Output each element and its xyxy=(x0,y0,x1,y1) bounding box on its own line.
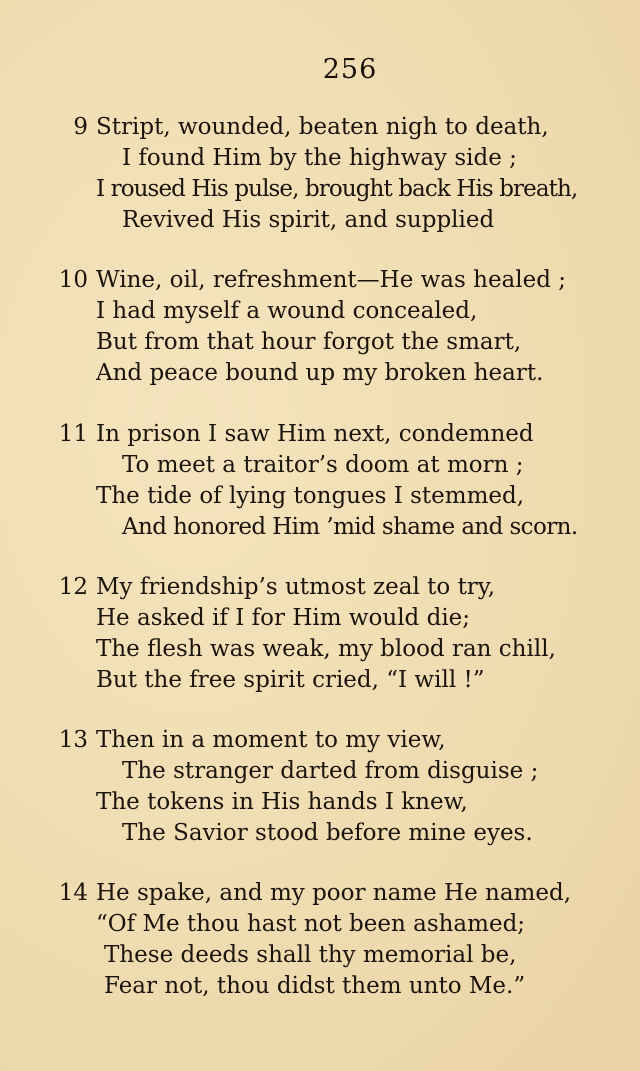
verse-line: Stript, wounded, beaten nigh to death, xyxy=(96,114,549,140)
verse-number: 11 xyxy=(58,421,88,447)
verse-line: I roused His pulse, brought back His breath, xyxy=(96,176,578,202)
verse-line: My friendship’s utmost zeal to try, xyxy=(96,574,496,600)
verse-line: The tokens in His hands I knew, xyxy=(96,789,468,815)
verse-number: 13 xyxy=(58,727,88,753)
verse-line: The Savior stood before mine eyes. xyxy=(122,820,533,846)
verse-line: In prison I saw Him next, condemned xyxy=(96,421,534,447)
verse-number: 12 xyxy=(58,574,88,600)
verse-line: And honored Him ’mid shame and scorn. xyxy=(122,514,578,540)
verse-number: 9 xyxy=(73,114,88,140)
verse-line: The flesh was weak, my blood ran chill, xyxy=(96,636,556,662)
verse-line: The stranger darted from disguise ; xyxy=(122,758,539,784)
verse-line: These deeds shall thy memorial be, xyxy=(104,942,517,968)
verse-line: “Of Me thou hast not been ashamed; xyxy=(96,911,526,937)
verse-line: To meet a traitor’s doom at morn ; xyxy=(122,452,524,478)
verse-line: Revived His spirit, and supplied xyxy=(122,207,495,233)
verse-line: But from that hour forgot the smart, xyxy=(96,329,522,355)
verse-line: Wine, oil, refreshment—He was healed ; xyxy=(96,267,567,293)
verse-line: He spake, and my poor name He named, xyxy=(96,880,572,906)
verse-line: And peace bound up my broken heart. xyxy=(96,360,544,386)
verse-number: 14 xyxy=(58,880,88,906)
verse-number: 10 xyxy=(58,267,88,293)
verse-line: But the free spirit cried, “I will !” xyxy=(96,667,485,693)
verse-line: Fear not, thou didst them unto Me.” xyxy=(104,973,526,999)
verse-line: He asked if I for Him would die; xyxy=(96,605,471,631)
verse-line: I found Him by the highway side ; xyxy=(122,145,517,171)
verse-line: I had myself a wound concealed, xyxy=(96,298,478,324)
verse-line: Then in a moment to my view, xyxy=(96,727,446,753)
page-number: 256 xyxy=(322,54,378,85)
verse-line: The tide of lying tongues I stemmed, xyxy=(96,483,525,509)
